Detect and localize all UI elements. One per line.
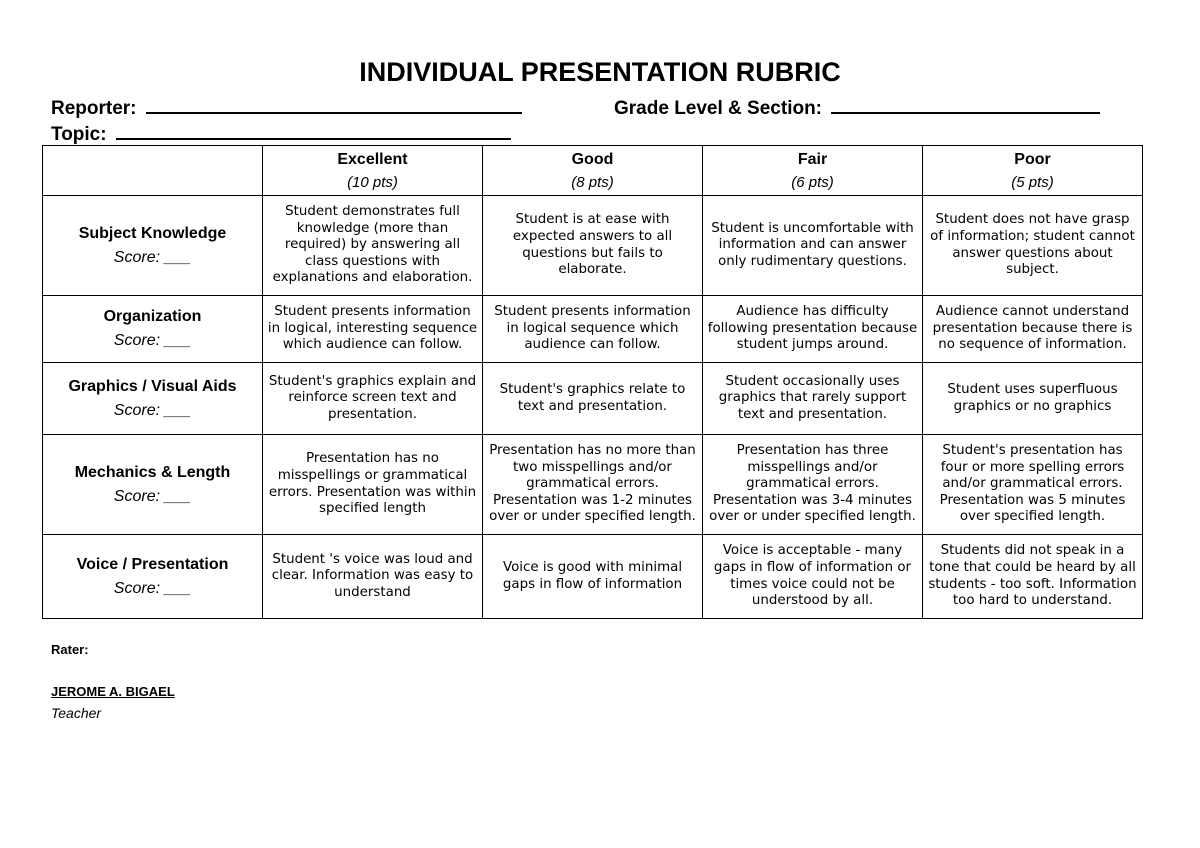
descriptor-cell: Students did not speak in a tone that could be heard by all students - too soft. Information too hard to understand.: [923, 535, 1143, 619]
criterion-cell: [43, 535, 263, 619]
level-name: Fair: [797, 150, 828, 168]
criterion-cell: [43, 363, 263, 435]
level-name: Excellent: [337, 150, 408, 168]
descriptor-cell: Presentation has three misspellings and/or grammatical errors. Presentation was 3-4 minutes over or under specified length.: [703, 435, 923, 535]
criterion-row-graphics: [43, 363, 1143, 435]
topic-blank-line[interactable]: [116, 120, 511, 140]
level-poor-header: [923, 146, 1143, 196]
reporter-blank-line[interactable]: [146, 94, 522, 114]
level-name: Good: [571, 150, 614, 168]
criterion-cell: [43, 435, 263, 535]
level-points: (8 pts): [571, 173, 614, 191]
level-name: Poor: [1014, 150, 1051, 168]
descriptor-cell: Student 's voice was loud and clear. Information was easy to understand: [263, 535, 483, 619]
criterion-row-mechanics: [43, 435, 1143, 535]
score-field[interactable]: Score: ___: [113, 248, 192, 266]
score-field[interactable]: Score: ___: [113, 579, 192, 597]
score-field[interactable]: Score: ___: [113, 401, 192, 419]
descriptor-cell: Student uses superfluous graphics or no graphics: [923, 363, 1143, 435]
topic-label: Topic:: [51, 124, 107, 145]
descriptor-cell: Student's presentation has four or more spelling errors and/or grammatical errors. Presentation was 5 minutes over specified length.: [923, 435, 1143, 535]
rater-name: JEROME A. BIGAEL: [51, 684, 175, 699]
level-points: (10 pts): [347, 173, 398, 191]
rater-label: Rater:: [51, 642, 89, 657]
score-field[interactable]: Score: ___: [113, 487, 192, 505]
descriptor-cell: Voice is acceptable - many gaps in flow of information or times voice could not be understood by all.: [703, 535, 923, 619]
score-field[interactable]: Score: ___: [113, 332, 192, 349]
descriptor-cell: Student demonstrates full knowledge (more than required) by answering all class questions with explanations and elaboration.: [263, 196, 483, 296]
criterion-name: Organization: [103, 308, 202, 325]
rater-role: Teacher: [51, 705, 102, 721]
criterion-row-voice: [43, 535, 1143, 619]
reporter-field: [51, 94, 522, 121]
criterion-cell: [43, 296, 263, 363]
grade-section-field: [614, 94, 1100, 121]
criterion-name: Mechanics & Length: [74, 463, 231, 481]
level-points: (5 pts): [1011, 173, 1054, 191]
descriptor-cell: Student's graphics relate to text and presentation.: [483, 363, 703, 435]
descriptor-cell: Student's graphics explain and reinforce screen text and presentation.: [263, 363, 483, 435]
descriptor-cell: Presentation has no misspellings or grammatical errors. Presentation was within specified length: [263, 435, 483, 535]
topic-field: [51, 120, 511, 147]
criterion-cell: [43, 196, 263, 296]
descriptor-cell: Student occasionally uses graphics that rarely support text and presentation.: [703, 363, 923, 435]
grade-section-blank-line[interactable]: [831, 94, 1100, 114]
header-row: [43, 146, 1143, 196]
descriptor-cell: Student is at ease with expected answers to all questions but fails to elaborate.: [483, 196, 703, 296]
descriptor-cell: Voice is good with minimal gaps in flow of information: [483, 535, 703, 619]
page-title: INDIVIDUAL PRESENTATION RUBRIC: [359, 57, 841, 87]
level-fair-header: [703, 146, 923, 196]
descriptor-cell: Student does not have grasp of information; student cannot answer questions about subject.: [923, 196, 1143, 296]
level-excellent-header: [263, 146, 483, 196]
level-points: (6 pts): [791, 173, 834, 191]
criterion-row-subject-knowledge: [43, 196, 1143, 296]
criterion-name: Graphics / Visual Aids: [68, 377, 237, 395]
rubric-table: [42, 145, 1143, 619]
criterion-name: Subject Knowledge: [78, 224, 227, 242]
grade-section-label: Grade Level & Section:: [614, 98, 823, 119]
header-empty-cell: [43, 146, 263, 196]
criterion-row-organization: [43, 296, 1143, 363]
descriptor-cell: Student is uncomfortable with information and can answer only rudimentary questions.: [703, 196, 923, 296]
descriptor-cell: Presentation has no more than two misspellings and/or grammatical errors. Presentation was 1-2 minutes over or under specified length.: [483, 435, 703, 535]
descriptor-cell: Student presents information in logical, interesting sequence which audience can follow.: [263, 296, 483, 363]
level-good-header: [483, 146, 703, 196]
descriptor-cell: Audience cannot understand presentation because there is no sequence of information.: [923, 296, 1143, 363]
reporter-label: Reporter:: [51, 98, 137, 119]
descriptor-cell: Audience has difficulty following presentation because student jumps around.: [703, 296, 923, 363]
criterion-name: Voice / Presentation: [76, 555, 229, 573]
descriptor-cell: Student presents information in logical sequence which audience can follow.: [483, 296, 703, 363]
